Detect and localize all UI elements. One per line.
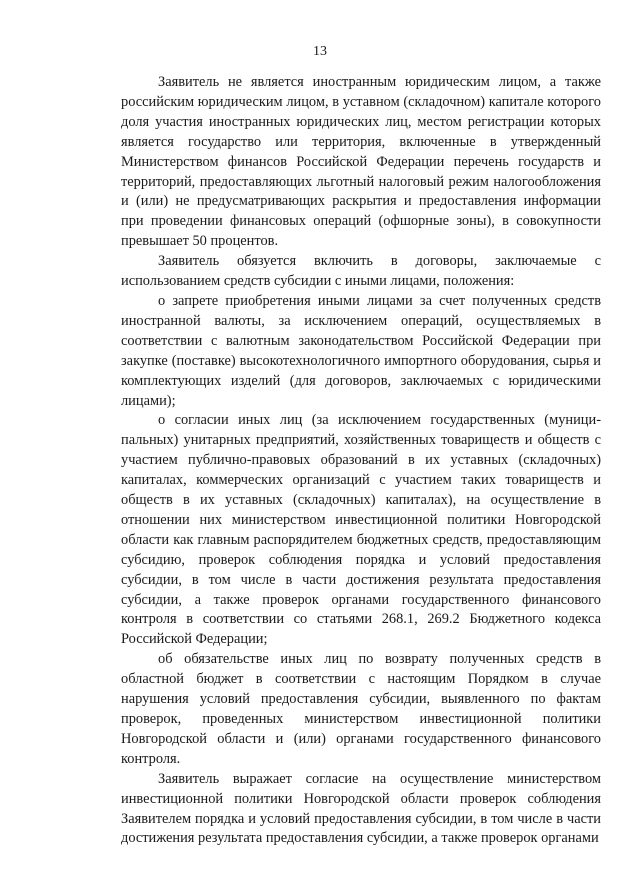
paragraph-applicant-not-foreign: Заявитель не является иностранным юридическим лицом, а также российским юридическим лицом, в уставном (складочном) капитале которого доля участия иностранных юридических лиц, местом регистрации которых является государство или территория, включенные в утвержденный Министерством финансов Российской Федерации перечень государств и территорий, предоставляющих льготный налоговый режим налогообложения и (или) не предусматривающих раскрытия и предоставления информации при проведении финансовых операций (офшорные зоны), в совокупности превышает 50 процентов. — [121, 74, 601, 250]
paragraph-applicant-consent: Заявитель выражает согласие на осуществление министерством инвестиционной политики Новгородской области проверок соблюдения Заявителем порядка и условий предоставления субсидии, в том числе в части достижения результата предоставления субсидии, а также проверок органами — [121, 770, 601, 847]
document-body — [121, 73, 601, 849]
paragraph-refund-obligation: об обязательстве иных лиц по возврату полученных средств в областной бюджет в соответствии с настоящим Порядком в случае нарушения условий предоставления субсидии, выявленного по фактам проверок, проведенных министерством инвестиционной политики Новгородской области и (или) органами государственного финансового контроля. — [121, 651, 601, 767]
paragraph-applicant-obligation: Заявитель обязуется включить в договоры, заключаемые с использованием средств субсидии с иными лицами, положения: — [121, 253, 601, 290]
paragraph-consent-to-inspections: о согласии иных лиц (за исключением государственных (муниципальных) унитарных предприятий, хозяйственных товариществ и обществ с участием публично-правовых образований в их уставных (складочных) капиталах, коммерческих организаций с участием таких товариществ и обществ в их уставных (складочных) капиталах), на осуществление в отношении них министерством инвестиционной политики Новгородской области как главным распорядителем бюджетных средств, предоставляющим субсидию, проверок соблюдения порядка и условий предоставления субсидии, в том числе в части достижения результата предоставления субсидии, а также проверок органами государственного финансового контроля в соответствии со статьями 268.1, 269.2 Бюджетного кодекса Российской Федерации; — [121, 412, 601, 648]
page-number: 13 — [313, 44, 327, 59]
paragraph-currency-prohibition: о запрете приобретения иными лицами за счет полученных средств иностранной валюты, за исключением операций, осуществляемых в соответствии с валютным законодательством Российской Федерации при закупке (поставке) высокотехнологичного импортного оборудования, сырья и комплектующих изделий (для договоров, заключаемых с юридическими лицами); — [121, 292, 601, 409]
